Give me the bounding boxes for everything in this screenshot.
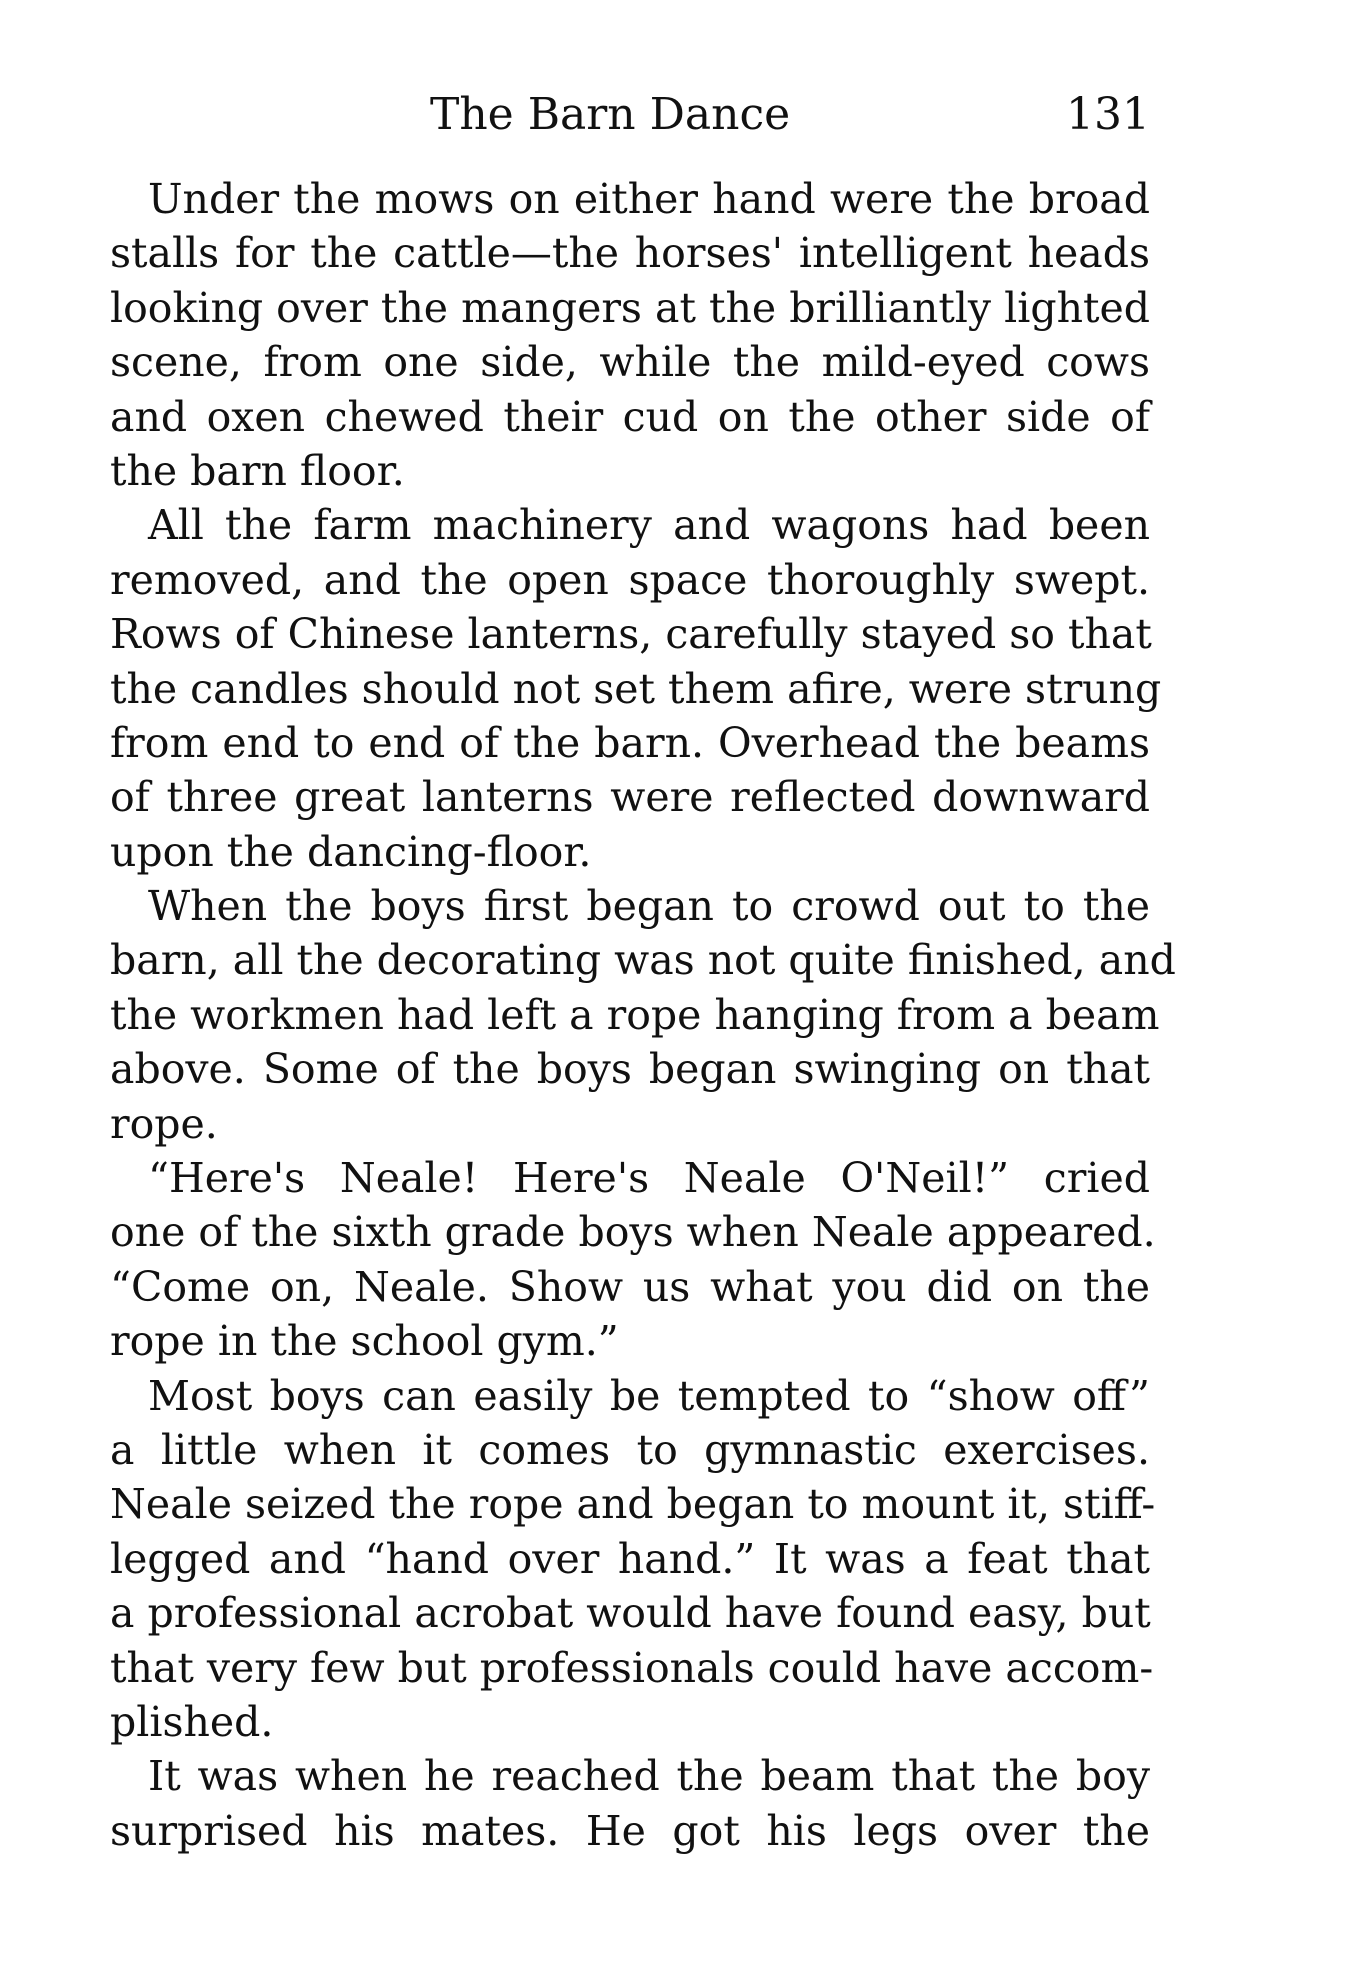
body-text: [110, 172, 1176, 1858]
running-head: [110, 80, 1150, 150]
chapter-title: The Barn Dance: [430, 89, 791, 140]
text-line: surprised his mates. He got his legs over the: [110, 1806, 1150, 1855]
text-line: plished.: [110, 1697, 274, 1746]
paragraph: [110, 879, 1176, 1151]
paragraph: [110, 498, 1162, 879]
paragraph: [110, 1369, 1156, 1750]
text-line: a little when it comes to gymnastic exercises.: [110, 1425, 1150, 1474]
paragraph: [110, 1151, 1156, 1369]
text-line: Under the mows on either hand were the broad: [148, 175, 1150, 223]
text-line: the workmen had left a rope hanging from a beam: [110, 990, 1160, 1039]
text-line: All the farm machinery and wagons had been: [148, 501, 1150, 550]
text-line: looking over the mangers at the brilliantly lighted: [110, 283, 1150, 332]
text-line: stalls for the cattle—the horses' intelligent heads: [110, 229, 1150, 278]
text-line: Rows of Chinese lanterns, carefully stayed so that: [110, 610, 1152, 659]
text-line: scene, from one side, while the mild-eyed cows: [110, 338, 1150, 387]
text-line: Neale seized the rope and began to mount it, stiff-: [110, 1480, 1156, 1529]
text-line: barn, all the decorating was not quite finished, and: [110, 936, 1176, 985]
text-line: above. Some of the boys began swinging on that: [110, 1045, 1150, 1094]
text-line: the barn floor.: [110, 446, 405, 495]
text-line: of three great lanterns were reflected downward: [110, 773, 1150, 822]
text-line: removed, and the open space thoroughly swept.: [110, 555, 1150, 604]
text-line: rope in the school gym.”: [110, 1317, 619, 1366]
text-line: upon the dancing-floor.: [110, 827, 592, 876]
paragraph: [110, 1749, 1150, 1858]
page-number: 131: [1066, 89, 1150, 140]
text-line: one of the sixth grade boys when Neale appeared.: [110, 1208, 1156, 1257]
text-line: When the boys first began to crowd out to the: [148, 882, 1150, 931]
text-line: a professional acrobat would have found easy, but: [110, 1589, 1151, 1638]
text-line: from end to end of the barn. Overhead the beams: [110, 718, 1150, 767]
text-line: that very few but professionals could have accom-: [110, 1643, 1154, 1692]
paragraph: [110, 172, 1150, 498]
text-line: “Come on, Neale. Show us what you did on the: [110, 1262, 1150, 1311]
text-line: and oxen chewed their cud on the other side of: [110, 392, 1150, 441]
text-line: the candles should not set them afire, were strung: [110, 664, 1162, 713]
text-line: It was when he reached the beam that the boy: [148, 1752, 1150, 1801]
text-line: “Here's Neale! Here's Neale O'Neil!” cried: [148, 1154, 1150, 1203]
text-line: Most boys can easily be tempted to “show off”: [148, 1371, 1150, 1420]
text-line: legged and “hand over hand.” It was a feat that: [110, 1534, 1150, 1583]
text-line: rope.: [110, 1099, 218, 1148]
